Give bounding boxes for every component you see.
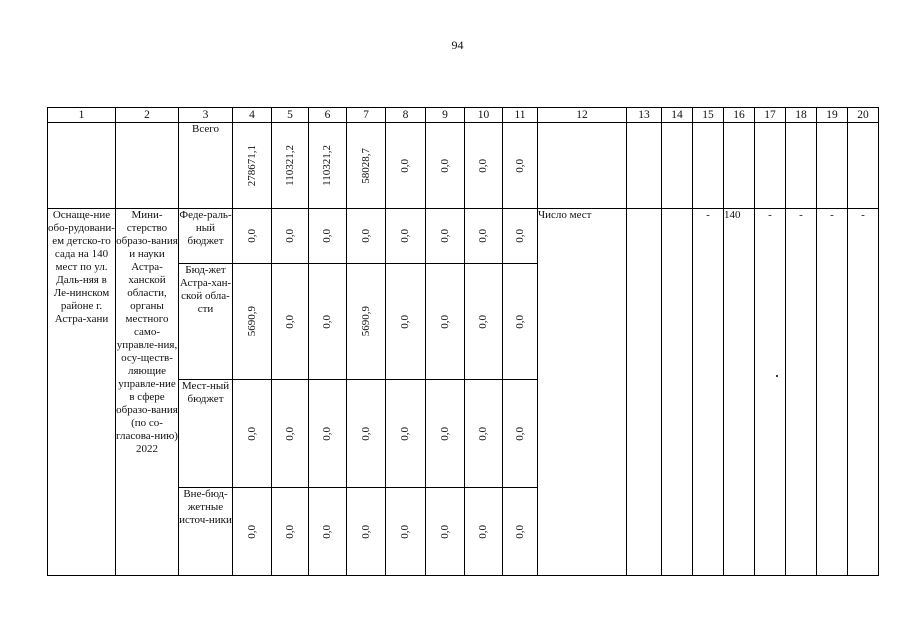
indicator-name: Число мест: [538, 209, 627, 576]
total-value: 58028,7: [359, 147, 372, 184]
column-header: 17: [755, 108, 786, 123]
funding-value: 0,0: [477, 229, 489, 243]
funding-source-label: Вне-бюд-жетные источ-ники: [179, 488, 233, 576]
program-table: [47, 107, 879, 576]
funding-value: 0,0: [438, 314, 451, 329]
column-header: 12: [538, 108, 627, 123]
funding-value: 0,0: [399, 524, 411, 539]
total-value: 110321,2: [321, 145, 333, 186]
funding-value: 0,0: [283, 314, 296, 329]
funding-value: 0,0: [477, 426, 489, 441]
funding-source-label: Бюд-жет Астра-хан-ской обла-сти: [179, 264, 233, 380]
funding-value: 0,0: [321, 426, 333, 441]
column-header: 8: [386, 108, 426, 123]
column-header: 5: [272, 108, 309, 123]
column-header: 4: [233, 108, 272, 123]
column-header: 2: [116, 108, 179, 123]
funding-value: 5690,9: [359, 306, 372, 337]
total-label: Всего: [179, 123, 233, 209]
column-header: 9: [426, 108, 465, 123]
funding-value: 0,0: [513, 426, 526, 441]
funding-value: 0,0: [359, 524, 372, 539]
total-value: 0,0: [477, 158, 489, 173]
funding-value: 0,0: [438, 229, 451, 243]
column-header: 18: [786, 108, 817, 123]
indicator-col16: 140: [724, 209, 755, 576]
funding-value: 0,0: [321, 229, 333, 243]
funding-source-label: Мест-ный бюджет: [179, 380, 233, 488]
total-row: [48, 123, 879, 209]
funding-value: 0,0: [321, 314, 333, 329]
funding-value: 0,0: [513, 524, 526, 539]
column-header: 6: [309, 108, 347, 123]
total-value: 110321,2: [283, 145, 296, 186]
column-header: 10: [465, 108, 503, 123]
column-header: 20: [848, 108, 879, 123]
column-header: 19: [817, 108, 848, 123]
indicator-col17: -: [755, 209, 786, 576]
header-row: [48, 108, 879, 123]
funding-value: 0,0: [321, 524, 333, 539]
funding-source-label: Феде-раль-ный бюджет: [179, 209, 233, 264]
indicator-col15: -: [693, 209, 724, 576]
column-header: 3: [179, 108, 233, 123]
funding-value: 0,0: [359, 229, 372, 243]
funding-value: 0,0: [438, 426, 451, 441]
funding-value: 0,0: [245, 426, 258, 441]
funding-value: 0,0: [283, 426, 296, 441]
indicator-col20: -: [848, 209, 879, 576]
funding-value: 0,0: [399, 426, 411, 441]
column-header: 13: [627, 108, 662, 123]
funding-value: 0,0: [245, 229, 258, 243]
funding-value: 0,0: [359, 426, 372, 441]
column-header: 11: [503, 108, 538, 123]
total-value: 0,0: [438, 158, 451, 173]
activity-cell: Оснаще-ние обо-рудовани-ем детско-го сада на 140 мест по ул. Даль-няя в Ле-нинском районе г. Астра-хани: [48, 209, 116, 576]
funding-value: 0,0: [438, 524, 451, 539]
funding-value: 0,0: [399, 229, 411, 243]
indicator-col14: [662, 209, 693, 576]
column-header: 14: [662, 108, 693, 123]
funding-value: 0,0: [399, 314, 411, 329]
funding-value: 0,0: [283, 524, 296, 539]
total-value: 278671,1: [245, 144, 258, 187]
funding-row-federal: [48, 209, 879, 264]
funding-value: 0,0: [513, 314, 526, 329]
column-header: 7: [347, 108, 386, 123]
total-value: 0,0: [399, 158, 411, 173]
funding-value: 0,0: [513, 229, 526, 243]
indicator-col19: -: [817, 209, 848, 576]
page-number: 94: [451, 38, 464, 52]
funding-value: 0,0: [283, 229, 296, 243]
indicator-col13: [627, 209, 662, 576]
funding-value: 0,0: [477, 524, 489, 539]
total-value: 0,0: [513, 158, 526, 173]
indicator-col18: -: [786, 209, 817, 576]
scan-speck: [776, 375, 778, 377]
column-header: 16: [724, 108, 755, 123]
funding-value: 5690,9: [245, 306, 258, 337]
column-header: 15: [693, 108, 724, 123]
column-header: 1: [48, 108, 116, 123]
funding-value: 0,0: [477, 314, 489, 329]
funding-value: 0,0: [245, 524, 258, 539]
executor-cell: Мини-стерство образо-вания и науки Астра-ханской области, органы местного само-управле-ния, осу-ществ-ляющие управле-ние в сфере образо-вания (по со-гласова-нию) 2022: [116, 209, 179, 576]
